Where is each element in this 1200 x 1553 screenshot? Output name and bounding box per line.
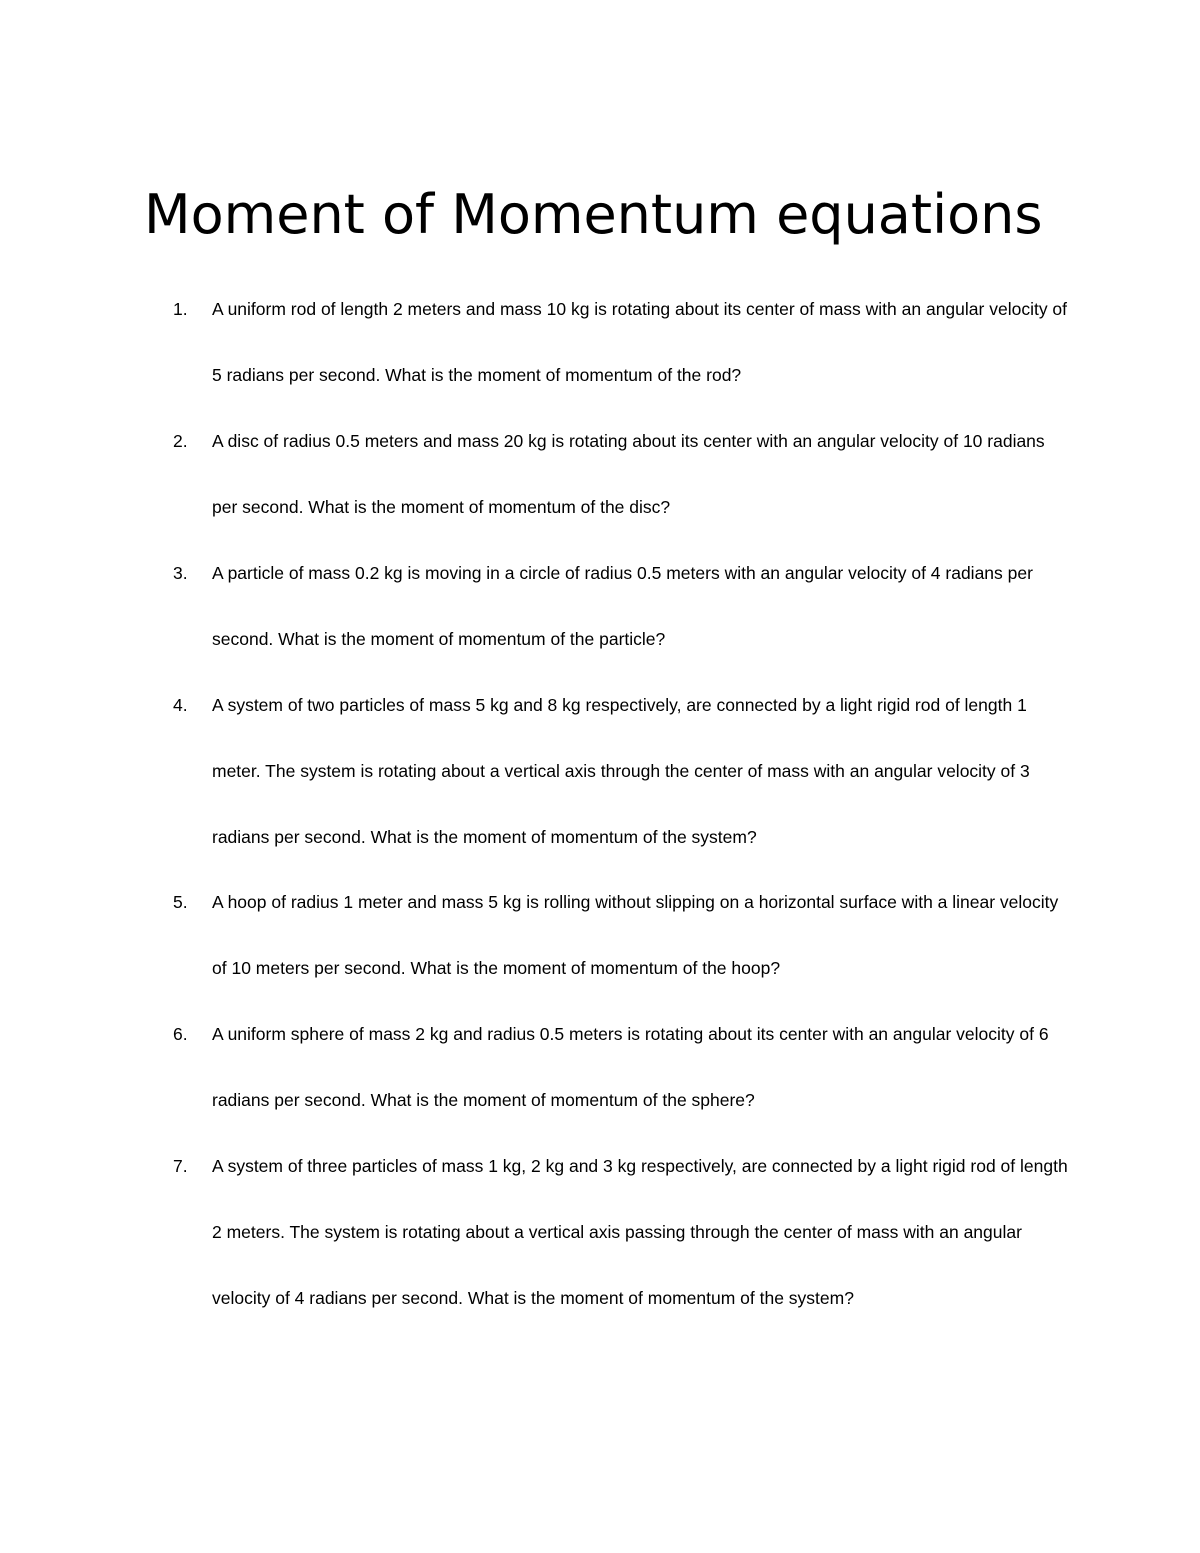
question-number: 2. xyxy=(173,431,188,451)
question-number: 1. xyxy=(173,299,188,319)
question-number: 7. xyxy=(173,1156,188,1176)
question-text: A system of three particles of mass 1 kg, 2 kg and 3 kg respectively, are connected by a light rigid rod of length 2 meters. The system is rotating about a vertical axis passing through the center of mass with an angular velocity of 4 radians per second. What is the moment of momentum of the system? xyxy=(212,1156,1068,1308)
question-number: 6. xyxy=(173,1024,188,1044)
question-text: A particle of mass 0.2 kg is moving in a circle of radius 0.5 meters with an angular velocity of 4 radians per second. What is the moment of momentum of the particle? xyxy=(212,563,1033,649)
page-title: Moment of Momentum equations xyxy=(144,183,1043,246)
question-text: A uniform sphere of mass 2 kg and radius 0.5 meters is rotating about its center with an angular velocity of 6 radians per second. What is the moment of momentum of the sphere? xyxy=(212,1024,1049,1110)
question-text: A system of two particles of mass 5 kg and 8 kg respectively, are connected by a light rigid rod of length 1 meter. The system is rotating about a vertical axis through the center of mass with an angular velocity of 3 radians per second. What is the moment of momentum of the system? xyxy=(212,695,1030,847)
question-number: 5. xyxy=(173,892,188,912)
question-number: 3. xyxy=(173,563,188,583)
question-text: A hoop of radius 1 meter and mass 5 kg is rolling without slipping on a horizontal surface with a linear velocity of 10 meters per second. What is the moment of momentum of the hoop? xyxy=(212,892,1059,978)
question-text: A uniform rod of length 2 meters and mass 10 kg is rotating about its center of mass with an angular velocity of 5 radians per second. What is the moment of momentum of the rod? xyxy=(212,299,1068,385)
question-number: 4. xyxy=(173,695,188,715)
question-text: A disc of radius 0.5 meters and mass 20 kg is rotating about its center with an angular velocity of 10 radians per second. What is the moment of momentum of the disc? xyxy=(212,431,1045,517)
